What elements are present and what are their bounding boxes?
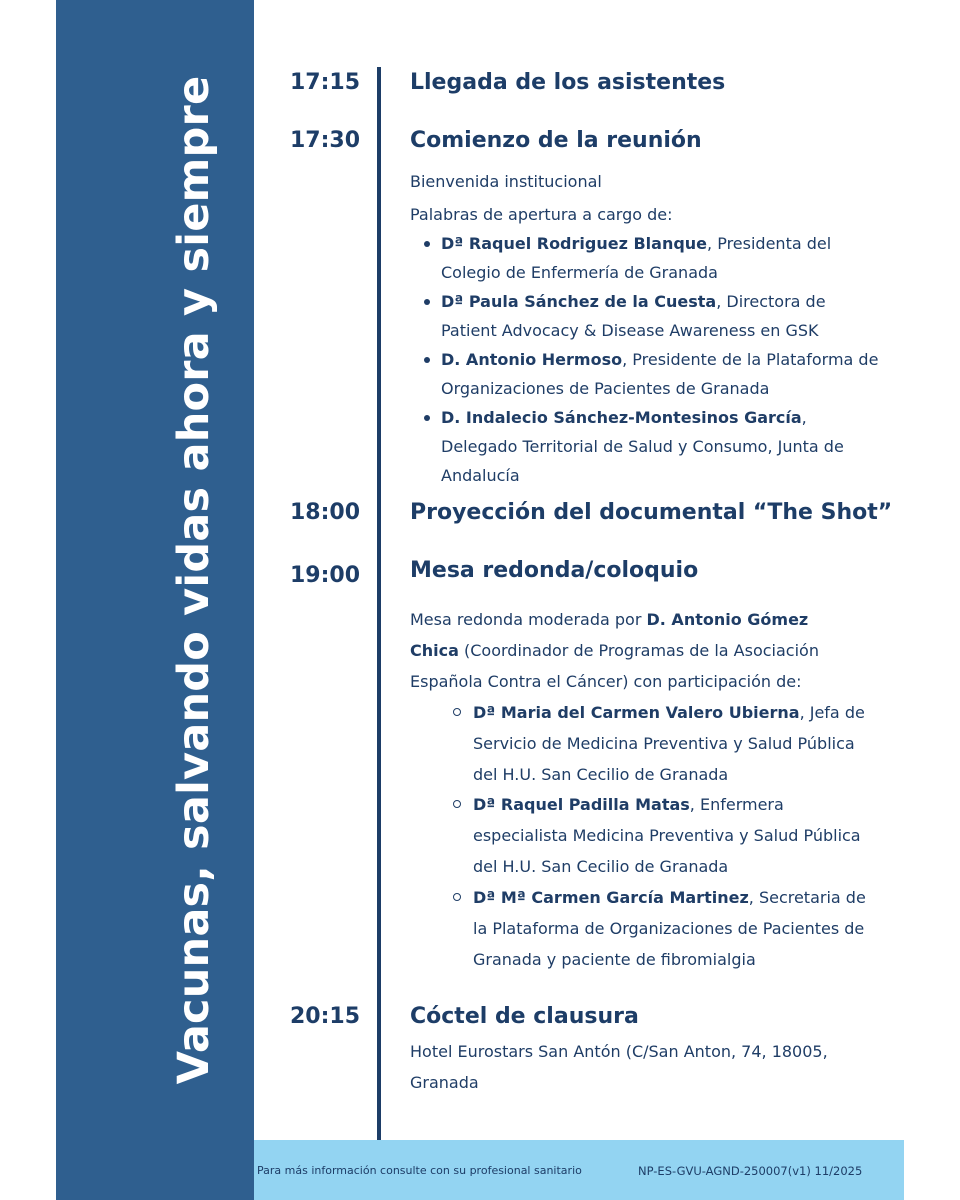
- participant-name: Dª Raquel Padilla Matas: [473, 795, 690, 814]
- speaker-name: D. Indalecio Sánchez-Montesinos García: [441, 408, 802, 427]
- participant-name: Dª Mª Carmen García Martinez: [473, 888, 749, 907]
- time-1730: 17:30: [290, 128, 361, 153]
- speaker-role: , Presidenta del Colegio de Enfermería de Granada: [441, 234, 832, 282]
- sidebar-banner: [56, 0, 254, 1200]
- speaker-role: , Directora de Patient Advocacy & Disease Awareness en GSK: [441, 292, 826, 340]
- sidebar-title: Vacunas, salvando vidas ahora y siempre: [169, 75, 219, 1085]
- speaker-item: [441, 403, 886, 490]
- moderator-name: D. Antonio Gómez Chica: [410, 610, 809, 660]
- participant-item: [473, 882, 883, 975]
- speaker-name: Dª Raquel Rodriguez Blanque: [441, 234, 708, 253]
- agenda-heading-documentary: Proyección del documental “The Shot”: [410, 500, 893, 525]
- moderator-role: (Coordinador de Programas de la Asociación Española Contra el Cáncer) con participación de:: [410, 641, 819, 691]
- time-1800: 18:00: [290, 500, 361, 525]
- participant-item: [473, 789, 883, 882]
- participant-role: , Secretaria de la Plataforma de Organizaciones de Pacientes de Granada y paciente de fibromialgia: [473, 888, 866, 969]
- speakers-intro: Palabras de apertura a cargo de:: [410, 205, 673, 224]
- agenda-heading-roundtable: Mesa redonda/coloquio: [410, 558, 699, 583]
- welcome-line: Bienvenida institucional: [410, 172, 602, 191]
- agenda-heading-closing: Cóctel de clausura: [410, 1004, 639, 1029]
- speaker-name: D. Antonio Hermoso: [441, 350, 623, 369]
- time-2015: 20:15: [290, 1004, 361, 1029]
- timeline-line: [377, 67, 381, 1142]
- speaker-role: , Delegado Territorial de Salud y Consumo, Junta de Andalucía: [441, 408, 844, 485]
- roundtable-intro: [410, 604, 860, 697]
- time-1715: 17:15: [290, 70, 361, 95]
- participant-name: Dª Maria del Carmen Valero Ubierna: [473, 703, 800, 722]
- agenda-heading-opening: Comienzo de la reunión: [410, 128, 702, 153]
- participant-role: , Enfermera especialista Medicina Preventiva y Salud Pública del H.U. San Cecilio de Granada: [473, 795, 861, 876]
- speaker-name: Dª Paula Sánchez de la Cuesta: [441, 292, 717, 311]
- roundtable-prefix: Mesa redonda moderada por: [410, 610, 647, 629]
- speaker-item: [441, 345, 886, 403]
- agenda-heading-arrival: Llegada de los asistentes: [410, 70, 726, 95]
- participant-item: [473, 697, 883, 790]
- time-1900: 19:00: [290, 563, 361, 588]
- participant-role: , Jefa de Servicio de Medicina Preventiva y Salud Pública del H.U. San Cecilio de Granada: [473, 703, 865, 784]
- speaker-item: [441, 287, 886, 345]
- footer-code: NP-ES-GVU-AGND-250007(v1) 11/2025: [638, 1164, 863, 1178]
- speaker-role: , Presidente de la Plataforma de Organizaciones de Pacientes de Granada: [441, 350, 879, 398]
- closing-location: Hotel Eurostars San Antón (C/San Anton, 74, 18005, Granada: [410, 1042, 828, 1092]
- footer-note: Para más información consulte con su profesional sanitario: [257, 1164, 582, 1177]
- speaker-item: [441, 229, 886, 287]
